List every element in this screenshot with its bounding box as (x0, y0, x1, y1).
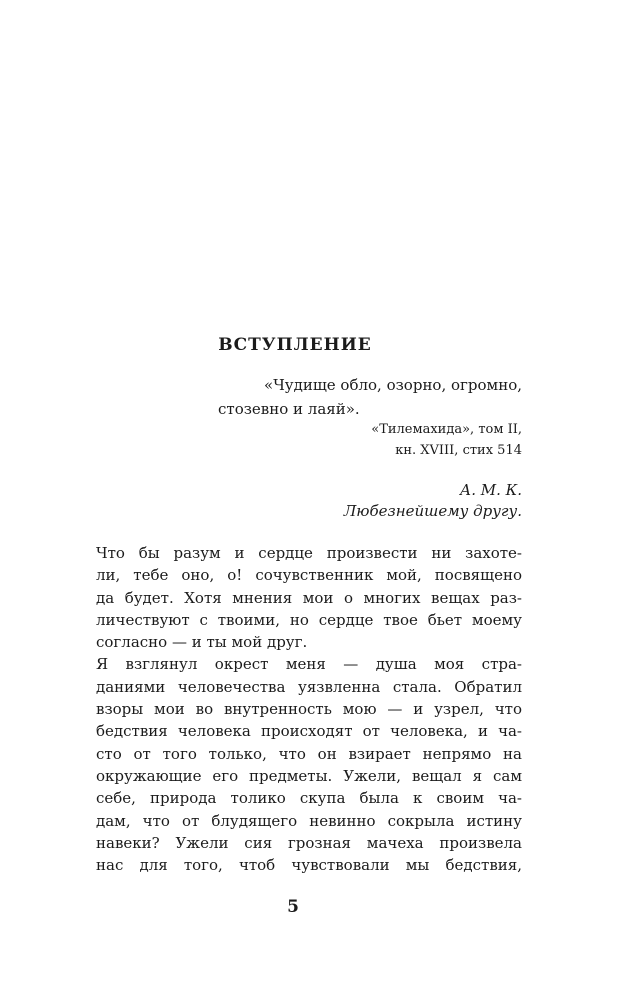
epigraph-line: «Чудище обло, озорно, огромно, (264, 376, 522, 394)
body-line: себе, природа толико скупа была к своим ча- (96, 789, 522, 808)
chapter-title: ВСТУПЛЕНИЕ (218, 335, 372, 355)
paragraph (96, 653, 522, 876)
body-line: согласно — и ты мой друг. (96, 633, 308, 652)
body-line: бедствия человека происходят от человека, и ча- (96, 722, 522, 741)
body-line: Я взглянул окрест меня — душа моя стра- (96, 655, 522, 674)
body-line: Что бы разум и сердце произвести ни захоте- (96, 544, 522, 562)
body-line: окружающие его предметы. Ужели, вещал я сам (96, 766, 522, 785)
paragraph (96, 542, 522, 653)
body-line: личествуют с твоими, но сердце твое бьет моему (96, 610, 522, 629)
epigraph-source-line: «Тилемахида», том II, (371, 422, 522, 437)
body-line: даниями человечества уязвленна стала. Обратил (96, 677, 522, 696)
body-line: дам, что от блудящего невинно сокрыла истину (96, 811, 522, 830)
body-line: сто от того только, что он взирает непрямо на (96, 744, 522, 763)
epigraph-source-line: кн. XVIII, стих 514 (395, 443, 522, 458)
body-line: да будет. Хотя мнения мои о многих вещах раз- (96, 588, 522, 607)
epigraph-line: стозевно и лаяй». (218, 400, 360, 418)
body-text (96, 542, 522, 876)
dedication-recipient: Любезнейшему другу. (343, 502, 522, 520)
dedication-author: А. М. К. (459, 481, 522, 499)
page-number: 5 (287, 897, 299, 917)
body-line: навеки? Ужели сия грозная мачеха произвела (96, 833, 522, 852)
body-line: ли, тебе оно, о! сочувственник мой, посвящено (96, 566, 522, 585)
body-line: взоры мои во внутренность мою — и узрел, что (96, 700, 522, 719)
body-line: нас для того, чтоб чувствовали мы бедствия, (96, 856, 522, 875)
